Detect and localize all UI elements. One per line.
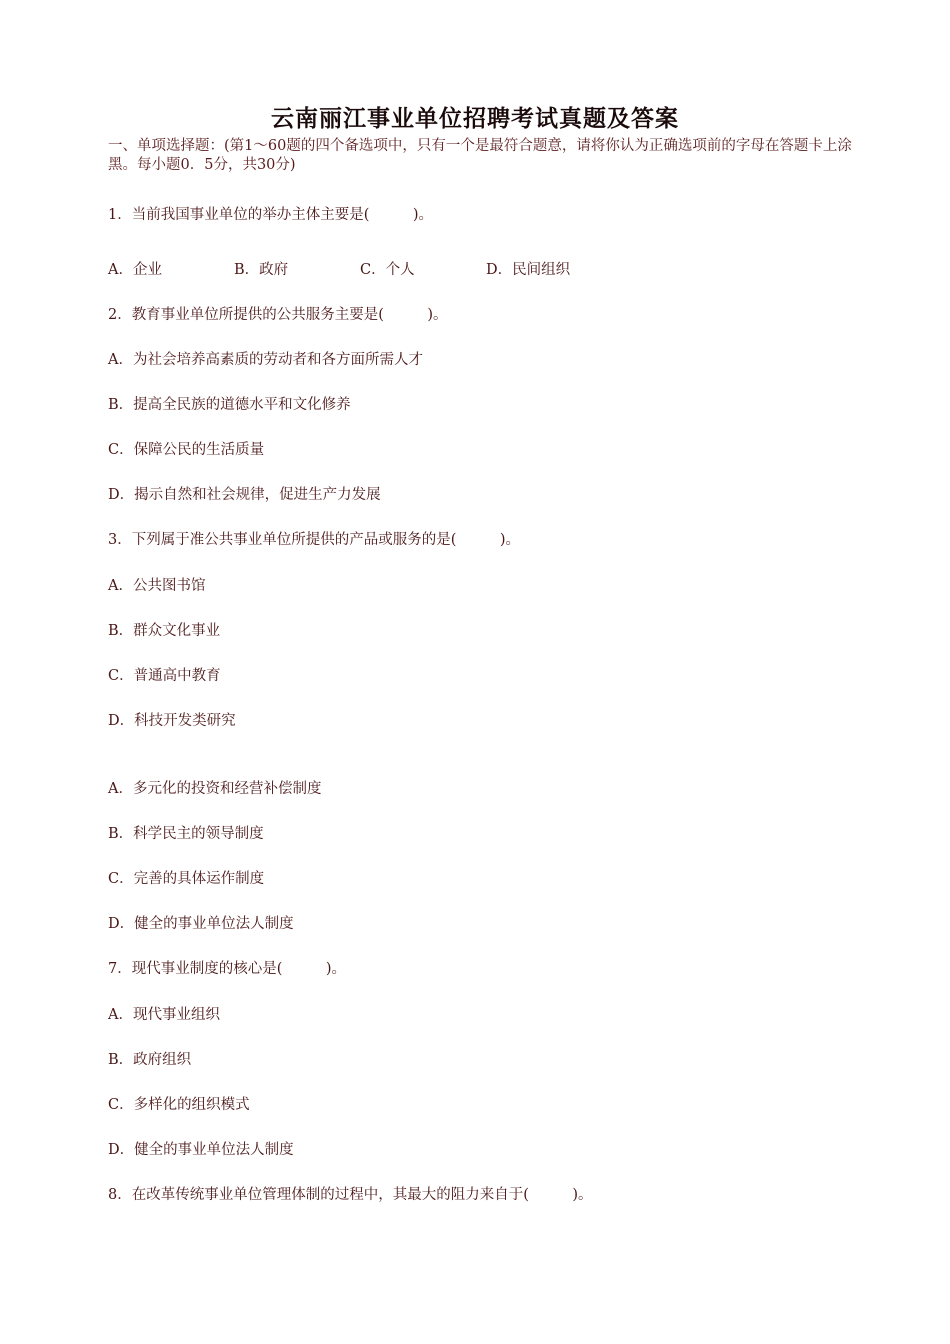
section-instructions: 一、单项选择题：(第1～60题的四个备选项中，只有一个是最符合题意，请将你认为正确选项前的字母在答题卡上涂黑。每小题0．5分，共30分) — [108, 138, 852, 173]
question-8: 8．在改革传统事业单位管理体制的过程中，其最大的阻力来自于( )。 — [108, 1187, 593, 1203]
question-3-option-b: B．群众文化事业 — [108, 623, 221, 639]
question-2-option-b: B．提高全民族的道德水平和文化修养 — [108, 397, 351, 413]
option-b: B．政府 — [234, 262, 289, 278]
question-6-option-a: A．多元化的投资和经营补偿制度 — [108, 781, 322, 797]
question-6-option-d: D．健全的事业单位法人制度 — [108, 916, 294, 932]
question-3: 3．下列属于准公共事业单位所提供的产品或服务的是( )。 — [108, 532, 521, 548]
question-3-option-d: D．科技开发类研究 — [108, 713, 236, 729]
question-1-options — [108, 258, 612, 279]
question-6-option-b: B．科学民主的领导制度 — [108, 826, 264, 842]
question-2-option-a: A．为社会培养高素质的劳动者和各方面所需人才 — [108, 352, 423, 368]
question-1: 1．当前我国事业单位的举办主体主要是( )。 — [108, 207, 434, 223]
question-3-option-c: C．普通高中教育 — [108, 668, 221, 684]
question-7: 7．现代事业制度的核心是( )。 — [108, 961, 347, 977]
question-7-option-d: D．健全的事业单位法人制度 — [108, 1142, 294, 1158]
question-2-option-c: C．保障公民的生活质量 — [108, 442, 265, 458]
question-7-option-a: A．现代事业组织 — [108, 1007, 220, 1023]
question-6-option-c: C．完善的具体运作制度 — [108, 871, 265, 887]
question-7-option-c: C．多样化的组织模式 — [108, 1097, 250, 1113]
option-c: C．个人 — [360, 262, 415, 278]
question-2-option-d: D．揭示自然和社会规律，促进生产力发展 — [108, 487, 381, 503]
question-2: 2．教育事业单位所提供的公共服务主要是( )。 — [108, 307, 448, 323]
question-7-option-b: B．政府组织 — [108, 1052, 192, 1068]
option-d: D．民间组织 — [486, 262, 571, 278]
question-3-option-a: A．公共图书馆 — [108, 578, 206, 594]
document-title: 云南丽江事业单位招聘考试真题及答案 — [271, 105, 679, 132]
option-a: A．企业 — [108, 262, 162, 278]
